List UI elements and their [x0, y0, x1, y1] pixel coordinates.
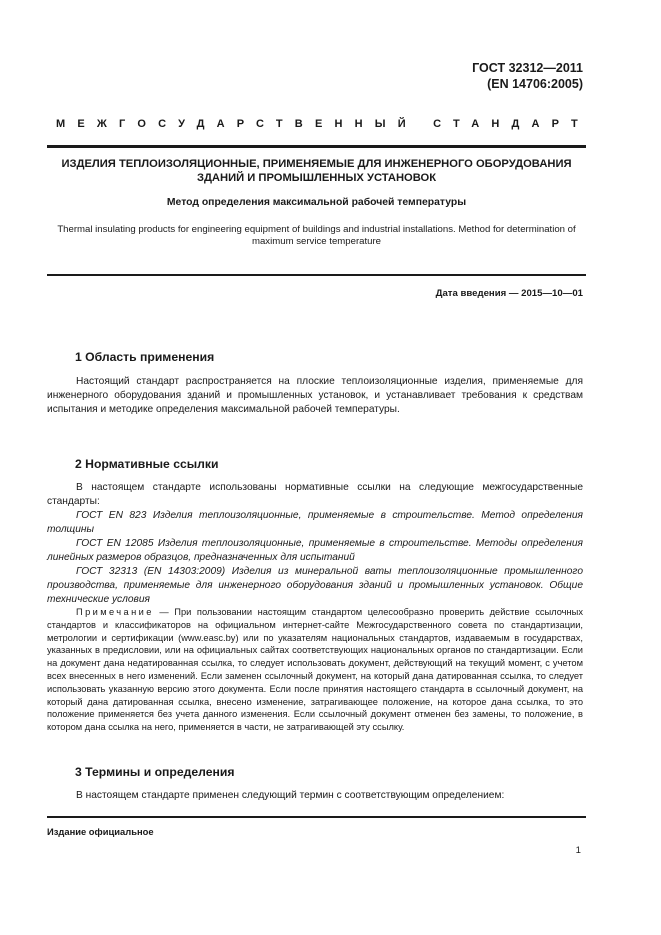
- note-paragraph: [47, 606, 583, 734]
- section-3-text: [47, 789, 583, 803]
- page-number: 1: [575, 845, 581, 856]
- edition-label: Издание официальное: [47, 826, 154, 837]
- intro-date: Дата введения — 2015—10—01: [435, 288, 583, 299]
- method-title: Метод определения максимальной рабочей температуры: [166, 197, 467, 208]
- note-label: Примечание: [76, 607, 154, 617]
- section-2-text: [47, 481, 583, 607]
- footer-divider: [47, 816, 586, 818]
- section-1-paragraph: Настоящий стандарт распространяется на плоские теплоизоляционные изделия, применяемые для инженерного оборудования зданий и промышленных установок, и устанавливает требования к средствам испытания и методике определения максимальной рабочей температуры.: [47, 376, 583, 415]
- reference-item: [47, 509, 583, 537]
- title-russian: ИЗДЕЛИЯ ТЕПЛОИЗОЛЯЦИОННЫЕ, ПРИМЕНЯЕМЫЕ ДЛЯ ИНЖЕНЕРНОГО ОБОРУДОВАНИЯ ЗДАНИЙ И ПРОМЫШЛЕННЫХ УСТАНОВОК: [61, 158, 572, 184]
- section-3-heading: 3 Термины и определения: [75, 765, 235, 779]
- note-text: — При пользовании настоящим стандартом целесообразно проверить действие ссылочных стандартов и классификаторов на официальном интернет-сайте Межгосударственного совета по стандартизации, метрологии и сертификации (www.easc.by) или по указателям национальных стандартов, издаваемым в государствах, указанных в предисловии, или на официальных сайтах соответствующих национальных органов по стандартизации. Если на документ дана недатированная ссылка, то следует использовать документ, действующий на текущий момент, с учетом всех внесенных в него изменений. Если заменен ссылочный документ, на который дана датированная ссылка, то следует использовать указанную версию этого документа. Если после принятия настоящего стандарта в ссылочный документ, на который дана датированная ссылка, внесено изменение, затрагивающее положение, на которое дана ссылка, то это положение применяется без учета данного изменения. Если ссылочный документ отменен без замены, то положение, в котором дана ссылка на него, применяется в части, не затрагивающей эту ссылку.: [47, 607, 583, 733]
- section-3-paragraph: В настоящем стандарте применен следующий термин с соответствующим определением:: [76, 790, 505, 801]
- reference-code: ГОСТ EN 823: [76, 510, 147, 521]
- gost-designation: [472, 60, 583, 92]
- section-1-text: [47, 375, 583, 417]
- reference-title: Изделия теплоизоляционные, применяемые в строительстве. Метод определения толщины: [47, 510, 583, 535]
- title-divider: [47, 274, 586, 276]
- standard-type: МЕЖГОСУДАРСТВЕННЫЙ СТАНДАРТ: [56, 118, 590, 130]
- reference-code: ГОСТ 32313 (EN 14303:2009): [76, 566, 226, 577]
- en-number: (EN 14706:2005): [487, 77, 583, 91]
- reference-title: Изделия из минеральной ваты теплоизоляционные промышленного производства, применяемые для инженерного оборудования зданий и промышленных установок. Общие технические условия: [47, 566, 583, 605]
- title-english: Thermal insulating products for engineering equipment of buildings and industrial installations. Method for determination of maximum service temperature: [57, 224, 576, 247]
- header-divider: [47, 145, 586, 148]
- reference-code: ГОСТ EN 12085: [76, 538, 154, 549]
- reference-item: [47, 565, 583, 607]
- reference-title: Изделия теплоизоляционные, применяемые в строительстве. Методы определения линейных размеров образцов, предназначенных для испытаний: [47, 538, 583, 563]
- section-1-heading: 1 Область применения: [75, 350, 215, 364]
- gost-number: ГОСТ 32312—2011: [472, 61, 583, 75]
- note-block: [47, 606, 583, 734]
- section-2-intro: В настоящем стандарте использованы нормативные ссылки на следующие межгосударственные стандарты:: [47, 482, 583, 507]
- reference-item: [47, 537, 583, 565]
- section-2-heading: 2 Нормативные ссылки: [75, 457, 219, 471]
